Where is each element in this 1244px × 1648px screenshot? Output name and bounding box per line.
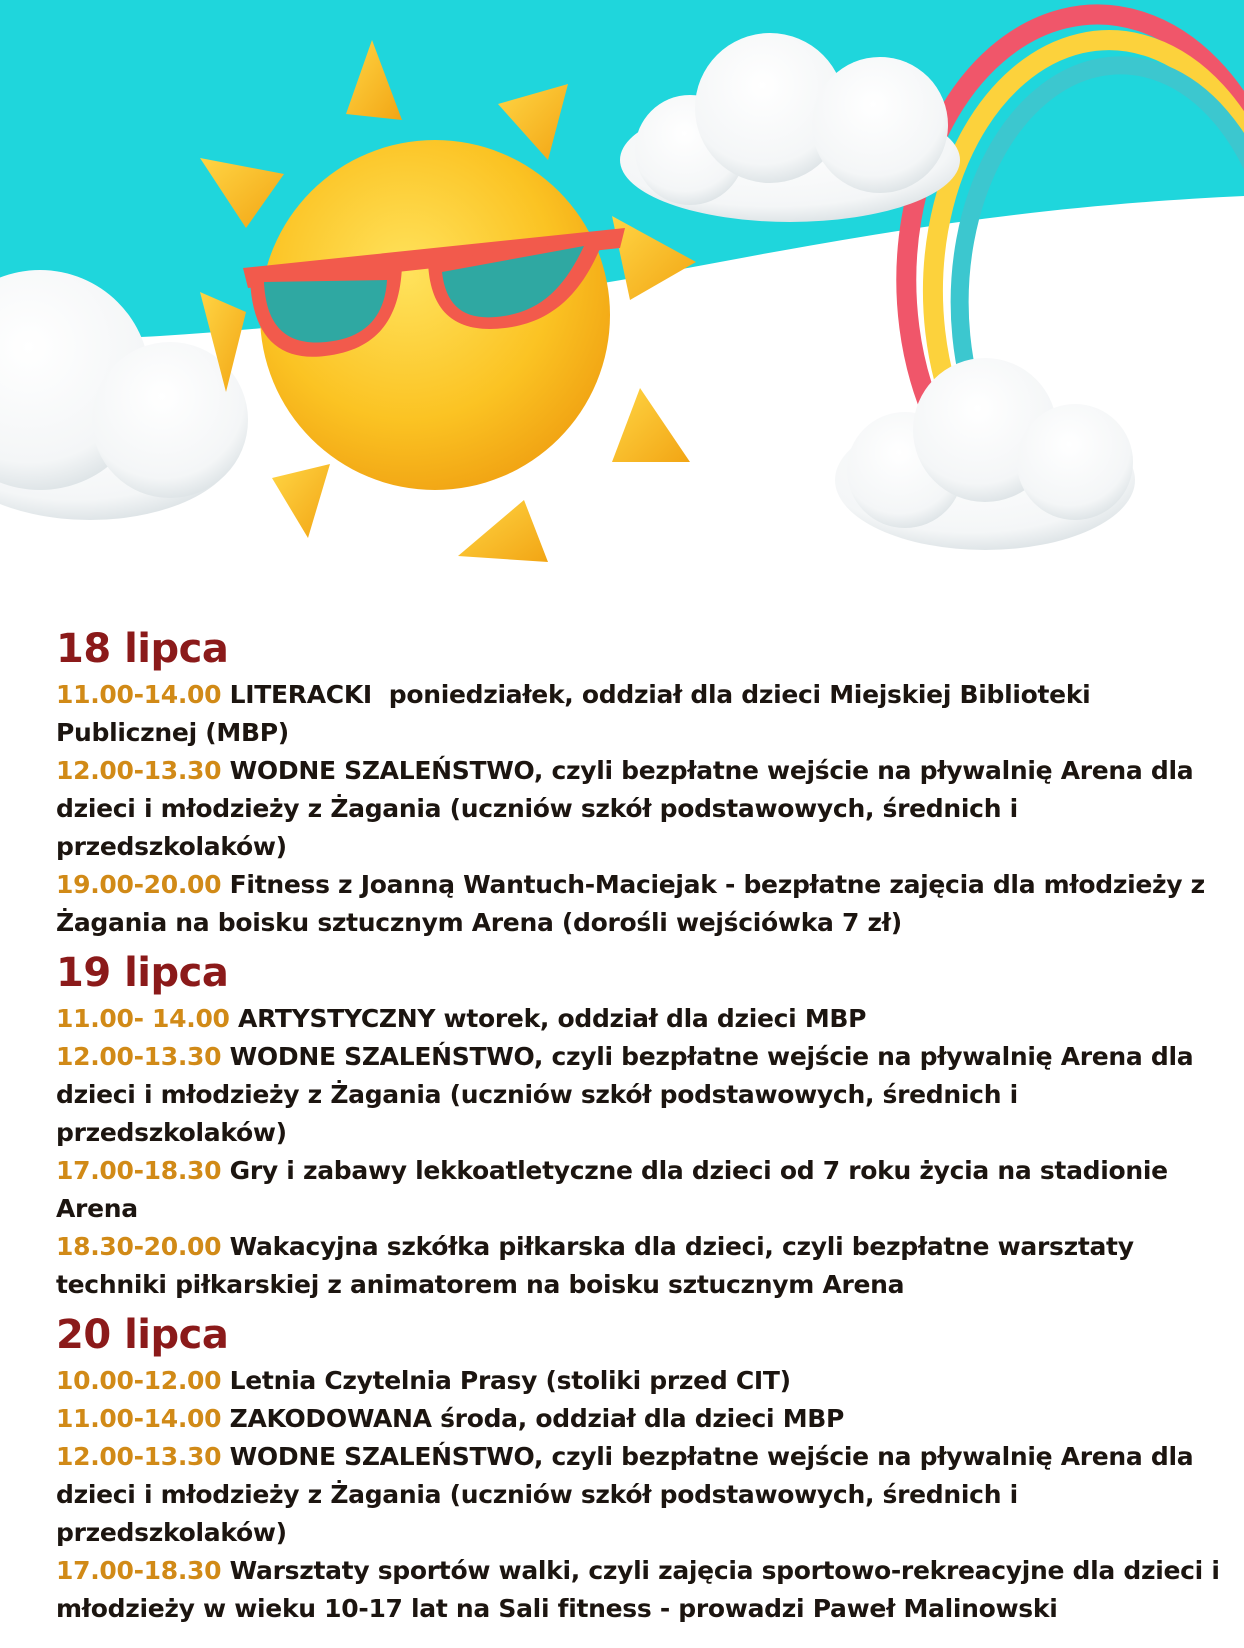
- event-item: [56, 752, 1226, 866]
- day-title: 19 lipca: [56, 950, 229, 996]
- event-time: 17.00-18.30: [56, 1156, 222, 1185]
- event-label: WODNE SZALEŃSTWO: [229, 1042, 534, 1071]
- event-item: [56, 1038, 1226, 1152]
- event-description: Warsztaty sportów walki, czyli zajęcia sportowo-rekreacyjne dla dzieci i młodzieży w wieku 10-17 lat na Sali fitness - prowadzi Paweł Malinowski: [56, 1556, 1229, 1623]
- event-item: [56, 676, 1226, 752]
- hero-illustration: [0, 0, 1244, 610]
- event-label: ZAKODOWANA: [229, 1404, 432, 1433]
- event-time: 11.00-14.00: [56, 680, 222, 709]
- event-time: 11.00- 14.00: [56, 1004, 230, 1033]
- event-time: 17.00-18.30: [56, 1556, 222, 1585]
- event-description: , czyli bezpłatne wejście na pływalnię Arena dla dzieci i młodzieży z Żagania (uczniów szkół podstawowych, średnich i przedszkolaków): [56, 1442, 1202, 1547]
- event-item: [56, 1228, 1226, 1304]
- summer-illustration: [0, 0, 1244, 610]
- event-time: 12.00-13.30: [56, 1442, 222, 1471]
- event-item: [56, 1000, 1226, 1038]
- event-program: [56, 626, 1229, 1628]
- event-time: 12.00-13.30: [56, 756, 222, 785]
- event-item: [56, 1400, 1226, 1438]
- event-description: środa, oddział dla dzieci MBP: [431, 1404, 845, 1433]
- event-item: [56, 1152, 1226, 1228]
- event-item: [56, 1362, 1226, 1400]
- event-description: wtorek, oddział dla dzieci MBP: [435, 1004, 867, 1033]
- cloud-right: [835, 358, 1135, 550]
- event-item: [56, 1438, 1226, 1552]
- event-item: [56, 1552, 1229, 1628]
- event-label: WODNE SZALEŃSTWO: [229, 1442, 534, 1471]
- event-description: Wakacyjna szkółka piłkarska dla dzieci, czyli bezpłatne warsztaty techniki piłkarskiej z animatorem na boisku sztucznym Arena: [56, 1232, 1143, 1299]
- event-time: 12.00-13.30: [56, 1042, 222, 1071]
- event-description: Letnia Czytelnia Prasy (stoliki przed CIT): [229, 1366, 791, 1395]
- day-title: 20 lipca: [56, 1312, 229, 1358]
- event-description: Gry i zabawy lekkoatletyczne dla dzieci od 7 roku życia na stadionie Arena: [56, 1156, 1177, 1223]
- event-label: LITERACKI: [229, 680, 372, 709]
- event-label: ARTYSTYCZNY: [238, 1004, 436, 1033]
- event-time: 10.00-12.00: [56, 1366, 222, 1395]
- event-time: 19.00-20.00: [56, 870, 222, 899]
- event-description: poniedziałek, oddział dla dzieci Miejskiej Biblioteki Publicznej (MBP): [56, 680, 1099, 747]
- event-time: 11.00-14.00: [56, 1404, 222, 1433]
- day-section: [56, 1312, 1229, 1628]
- event-label: WODNE SZALEŃSTWO: [229, 756, 534, 785]
- event-time: 18.30-20.00: [56, 1232, 222, 1261]
- day-title: 18 lipca: [56, 626, 229, 672]
- event-description: , czyli bezpłatne wejście na pływalnię Arena dla dzieci i młodzieży z Żagania (uczniów szkół podstawowych, średnich i przedszkolaków): [56, 1042, 1202, 1147]
- event-item: [56, 866, 1226, 942]
- day-section: [56, 950, 1226, 1304]
- event-description: Fitness z Joanną Wantuch-Maciejak - bezpłatne zajęcia dla młodzieży z Żagania na boisku sztucznym Arena (dorośli wejściówka 7 zł): [56, 870, 1214, 937]
- day-section: [56, 626, 1226, 942]
- event-description: , czyli bezpłatne wejście na pływalnię Arena dla dzieci i młodzieży z Żagania (uczniów szkół podstawowych, średnich i przedszkolaków): [56, 756, 1202, 861]
